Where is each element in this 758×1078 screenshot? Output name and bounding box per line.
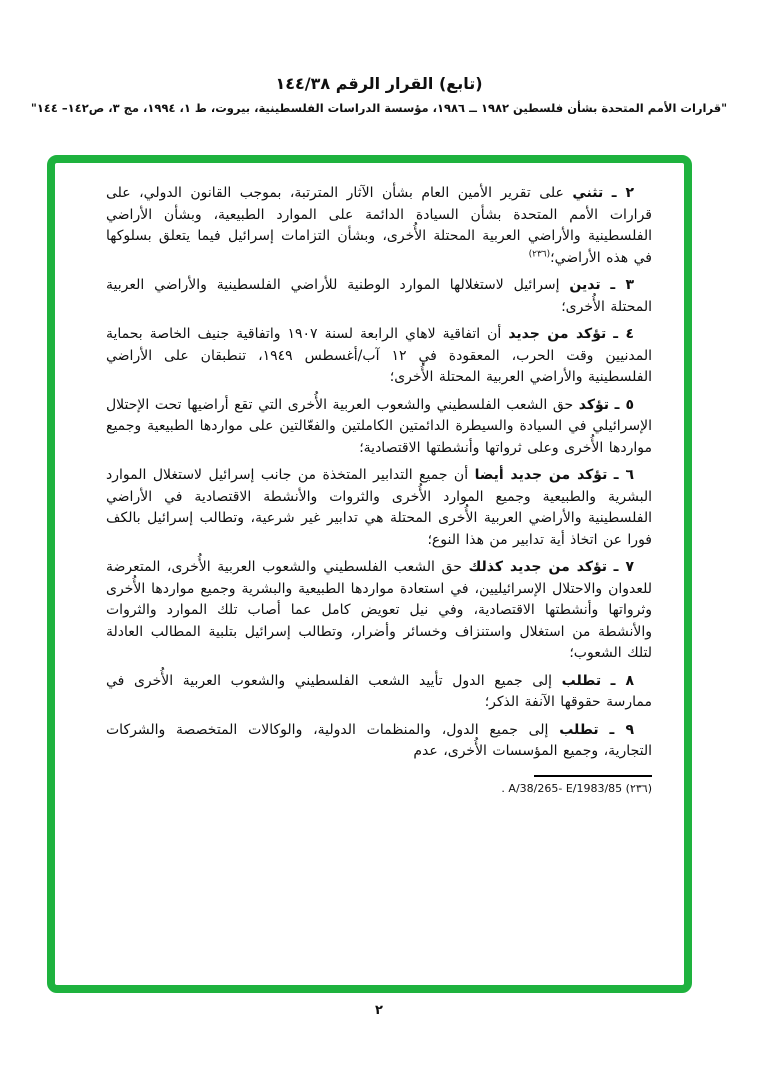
paragraph-text: إلى جميع الدول تأييد الشعب الفلسطيني والشعوب العربية الأُخرى في ممارسة حقوقها الآنفة الذكر؛	[106, 672, 652, 710]
footnote-marker: (٢٣٦)	[528, 248, 551, 259]
paragraph-number: ٤ ـ	[613, 326, 635, 342]
paragraph-lead-word: تثني	[572, 185, 604, 201]
paragraph-number: ٣ ـ	[610, 277, 634, 293]
footnote-text: (٢٣٦) A/38/265- E/1983/85 .	[501, 781, 652, 795]
paragraph-number: ٥ ـ	[614, 396, 634, 413]
paragraph-number: ٩ ـ	[609, 721, 634, 738]
resolution-paragraph-8	[106, 671, 652, 714]
paragraph-number: ٨ ـ	[610, 672, 635, 689]
resolution-paragraph-2	[106, 183, 652, 269]
resolution-paragraph-7	[106, 557, 652, 665]
paragraph-lead-word: تطلب	[559, 721, 599, 738]
paragraph-text: حق الشعب الفلسطيني والشعوب العربية الأُخرى، المتعرضة للعدوان والاحتلال الإسرائيليين، في استعادة مواردها الطبيعية والبشرية وجميع مواردها الأُخرى وثرواتها وأنشطتها الاقتصادية، وفي نيل تعويض كامل عما أصاب تلك الموارد والثروات والأنشطة من استغلال واستنزاف وخسائر وأضرار، وتطالب إسرائيل بتلبية المطالب العادلة لتلك الشعوب؛	[106, 559, 652, 661]
paragraph-text: حق الشعب الفلسطيني والشعوب العربية الأُخرى التي تقع أراضيها تحت الإحتلال الإسرائيلي في السيادة والسيطرة الدائمتين الكاملتين والفعّالتين على مواردها الطبيعية وجميع مواردها الأُخرى وعلى ثرواتها وأنشطتها الاقتصادية؛	[106, 396, 652, 456]
resolution-paragraph-3	[106, 275, 652, 318]
resolution-text-column	[106, 183, 652, 795]
paragraph-text: أن اتفاقية لاهاي الرابعة لسنة ١٩٠٧ واتفاقية جنيف الخاصة بحماية المدنيين وقت الحرب، المعقودة في ١٢ آب/أغسطس ١٩٤٩، تنطبقان على الأراضي الفلسطينية والأراضي العربية المحتلة الأُخرى؛	[106, 326, 652, 385]
page-number: ٢	[375, 1003, 383, 1018]
resolution-paragraph-6	[106, 465, 652, 551]
paragraph-lead-word: تؤكد من جديد أيضا	[474, 467, 608, 483]
paragraph-lead-word: تدين	[569, 277, 601, 293]
paragraph-number: ٦ ـ	[613, 467, 635, 483]
green-annotation-box	[47, 155, 692, 993]
source-citation: "قرارات الأمم المتحدة بشأن فلسطين ١٩٨٢ ــ ١٩٨٦، مؤسسة الدراسات الفلسطينية، بيروت، ط ١، ١٩٩٤، مج ٣، ص١٤٢– ١٤٤"	[30, 101, 728, 115]
paragraph-text: إسرائيل لاستغلالها الموارد الوطنية للأراضي الفلسطينية والأراضي العربية المحتلة الأُخرى؛	[106, 277, 652, 315]
paragraph-lead-word: تؤكد من جديد كذلك	[468, 559, 608, 575]
page-title: (تابع) القرار الرقم ١٤٤/٣٨	[275, 74, 483, 93]
paragraph-lead-word: تؤكد من جديد	[508, 326, 607, 342]
footnote-divider	[534, 775, 652, 777]
paragraph-text: أن جميع التدابير المتخذة من جانب إسرائيل لاستغلال الموارد البشرية والطبيعية وجميع الموارد الأُخرى والثروات والأنشطة الاقتصادية في الأراضي الفلسطينية والأراضي العربية الأُخرى المحتلة هي تدابير غير شرعية، وتطالب إسرائيل بالكف فورا عن اتخاذ أية تدابير من هذا النوع؛	[106, 467, 652, 548]
resolution-paragraph-5	[106, 395, 652, 460]
paragraph-text: إلى جميع الدول، والمنظمات الدولية، والوكالات المتخصصة والشركات التجارية، وجميع المؤسسات الأُخرى، عدم	[106, 721, 652, 759]
paragraph-text: على تقرير الأمين العام بشأن الآثار المترتبة، بموجب القانون الدولي، على قرارات الأمم المتحدة بشأن السيادة الدائمة على الموارد الطبيعية، وبشأن الأراضي الفلسطينية والأراضي العربية المحتلة الأُخرى، وبشأن التزامات إسرائيل فيما يتعلق بسلوكها في هذه الأراضي؛	[106, 185, 652, 266]
paragraph-number: ٢ ـ	[611, 185, 634, 201]
resolution-paragraph-9	[106, 720, 652, 763]
resolution-paragraph-4	[106, 324, 652, 389]
paragraph-lead-word: تؤكد	[578, 396, 610, 413]
paragraph-lead-word: تطلب	[561, 672, 602, 689]
paragraph-number: ٧ ـ	[613, 559, 634, 575]
